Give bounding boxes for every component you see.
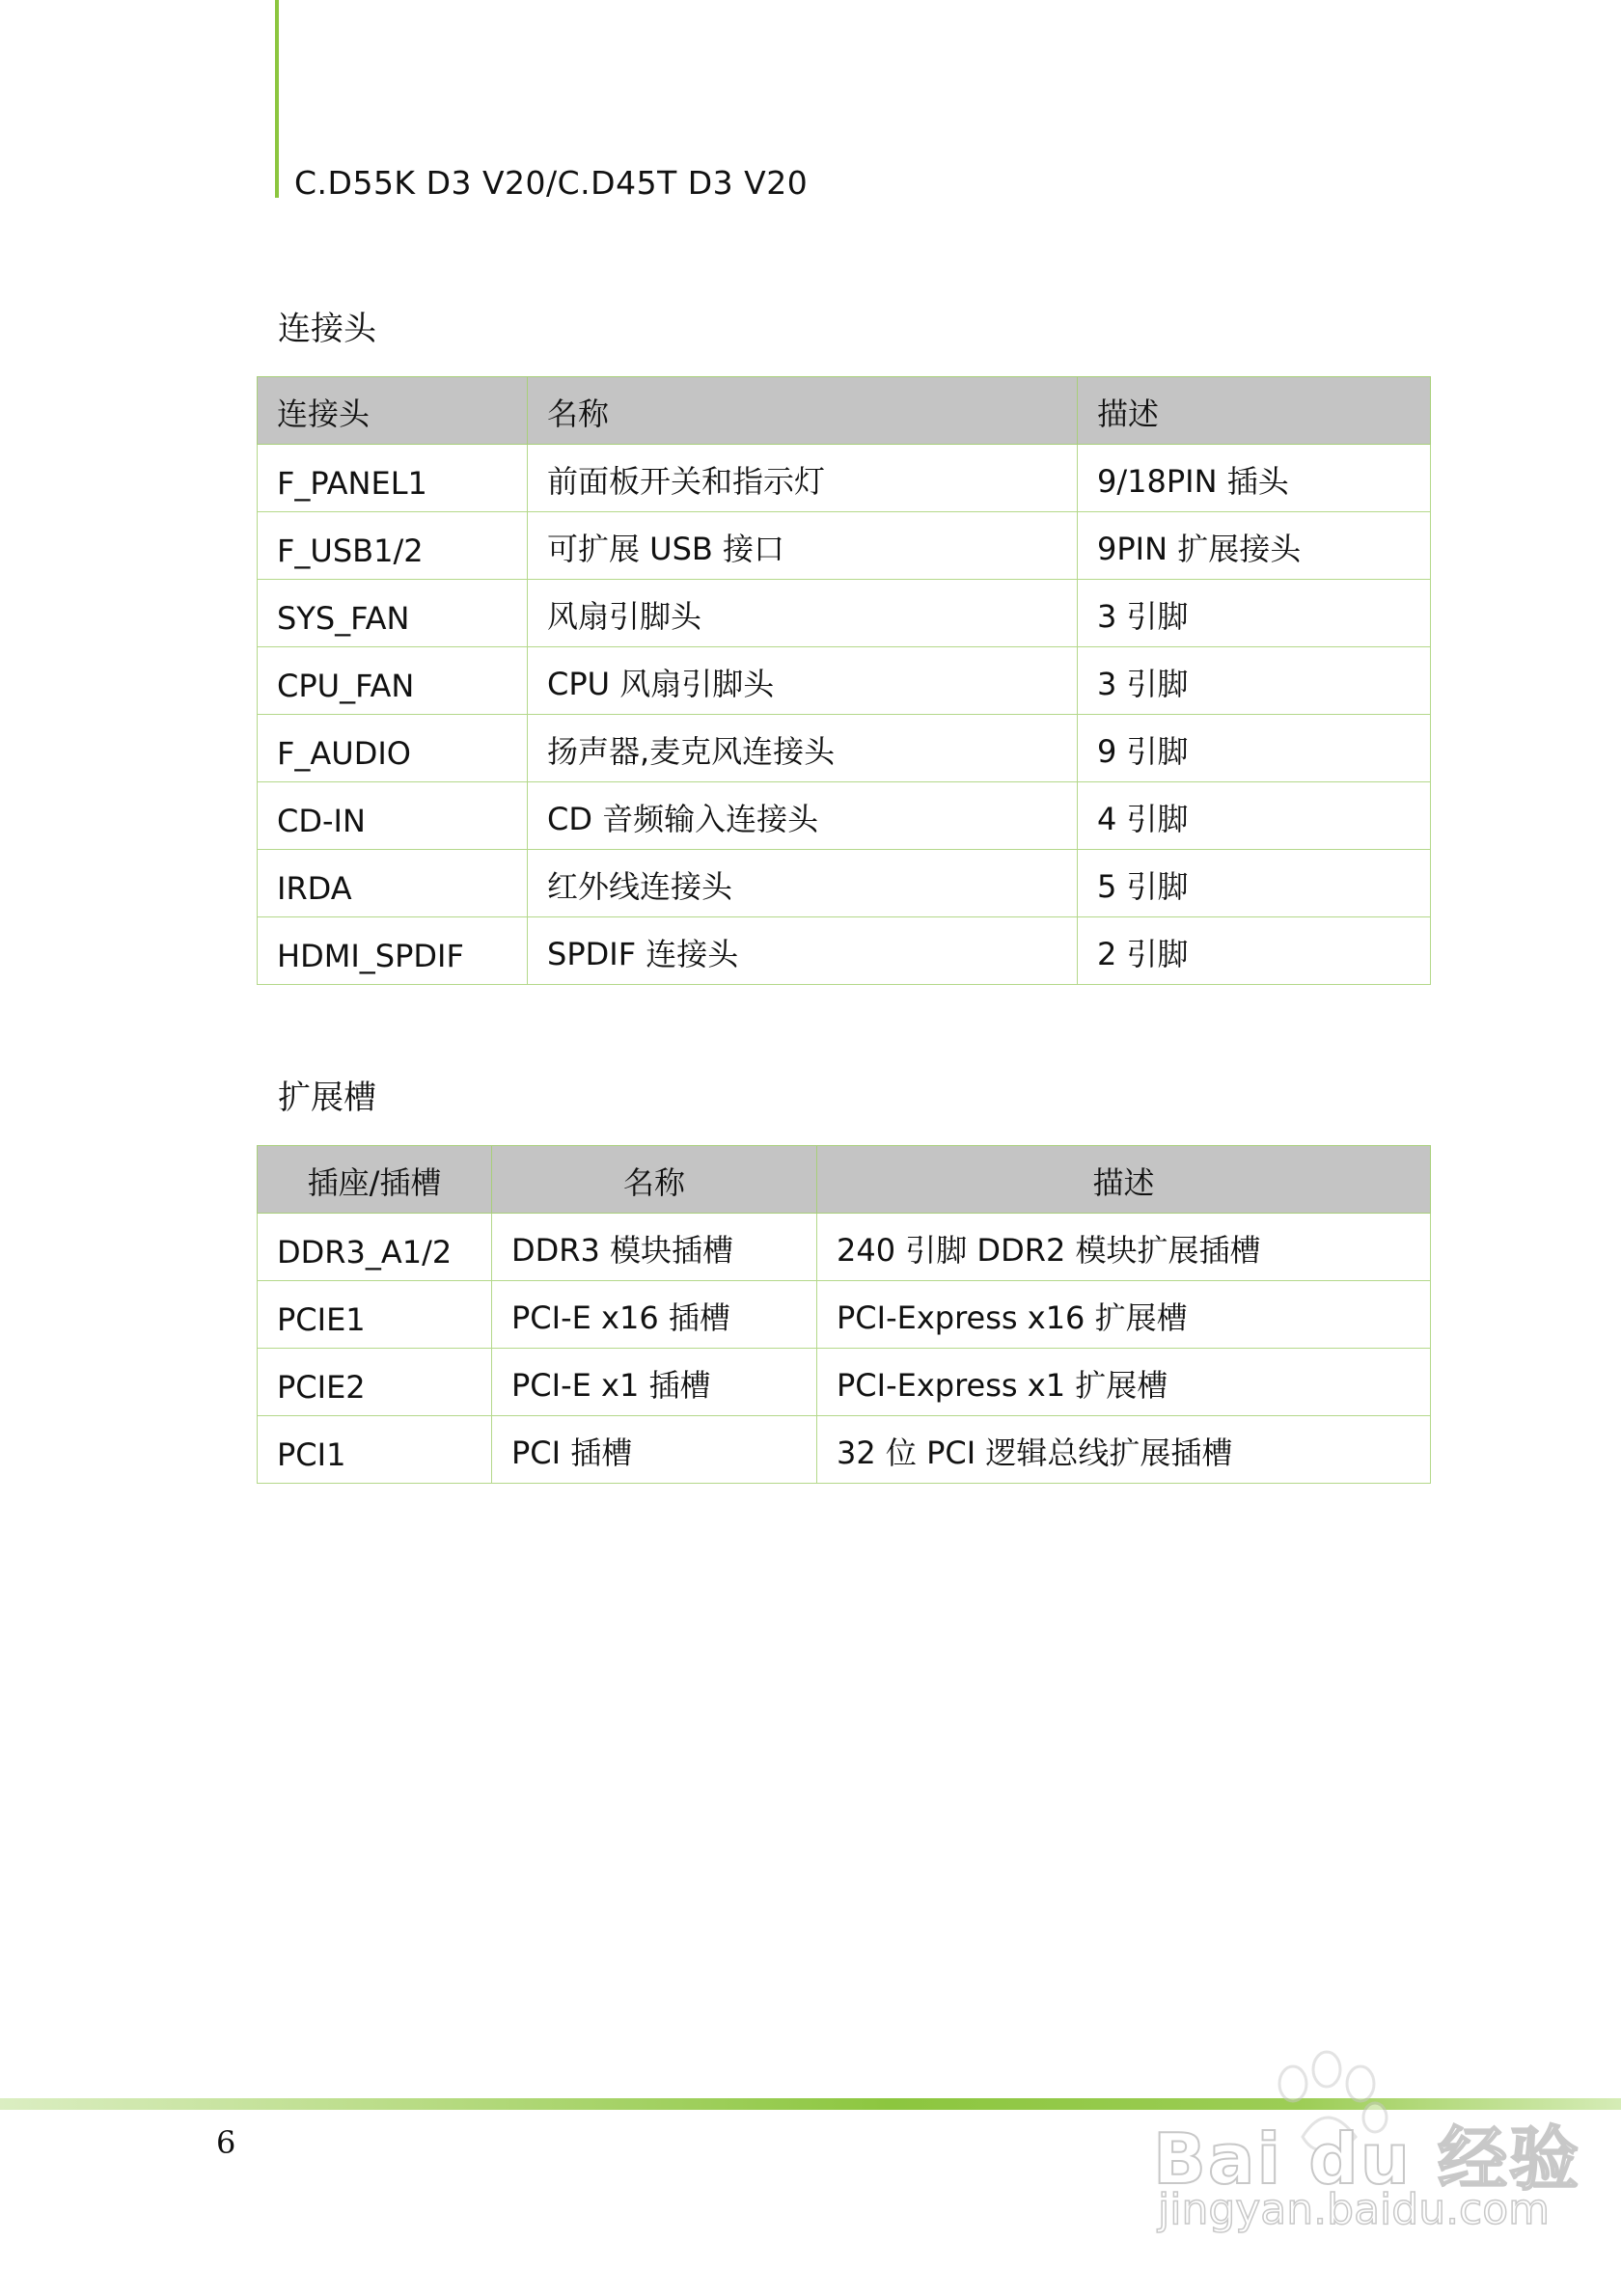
table-cell: PCI1 <box>258 1416 492 1484</box>
table-cell: 2 引脚 <box>1078 917 1431 985</box>
table-cell: 红外线连接头 <box>528 850 1078 917</box>
table-cell: F_AUDIO <box>258 715 528 782</box>
table-cell: PCI-E x1 插槽 <box>492 1349 817 1416</box>
watermark-logo: Bai du 经验 <box>1153 2118 1581 2200</box>
table-cell: IRDA <box>258 850 528 917</box>
slots-table-body <box>258 1214 1431 1484</box>
table-cell: SYS_FAN <box>258 580 528 647</box>
column-header: 插座/插槽 <box>258 1146 492 1214</box>
table-cell: 4 引脚 <box>1078 782 1431 850</box>
table-row <box>258 1349 1431 1416</box>
table-row <box>258 647 1431 715</box>
table-cell: DDR3 模块插槽 <box>492 1214 817 1281</box>
table-cell: PCI 插槽 <box>492 1416 817 1484</box>
table-cell: 前面板开关和指示灯 <box>528 445 1078 512</box>
table-cell: HDMI_SPDIF <box>258 917 528 985</box>
table-row <box>258 917 1431 985</box>
table-cell: 风扇引脚头 <box>528 580 1078 647</box>
table-cell: CPU 风扇引脚头 <box>528 647 1078 715</box>
table-row <box>258 445 1431 512</box>
table-header-row <box>258 377 1431 445</box>
table-cell: 9 引脚 <box>1078 715 1431 782</box>
table-cell: DDR3_A1/2 <box>258 1214 492 1281</box>
table-cell: 9/18PIN 插头 <box>1078 445 1431 512</box>
table-row <box>258 580 1431 647</box>
table-cell: F_PANEL1 <box>258 445 528 512</box>
watermark-url: jingyan.baidu.com <box>1158 2185 1551 2234</box>
column-header: 名称 <box>528 377 1078 445</box>
page-number: 6 <box>216 2124 236 2161</box>
header-accent-bar <box>275 0 279 198</box>
table-cell: 32 位 PCI 逻辑总线扩展插槽 <box>817 1416 1431 1484</box>
table-row <box>258 512 1431 580</box>
table-cell: PCI-E x16 插槽 <box>492 1281 817 1349</box>
table-cell: 5 引脚 <box>1078 850 1431 917</box>
section-title-connectors: 连接头 <box>278 310 376 348</box>
table-row <box>258 1281 1431 1349</box>
connectors-table-body <box>258 445 1431 985</box>
table-cell: SPDIF 连接头 <box>528 917 1078 985</box>
table-cell: 可扩展 USB 接口 <box>528 512 1078 580</box>
table-row <box>258 782 1431 850</box>
table-row <box>258 715 1431 782</box>
table-cell: 240 引脚 DDR2 模块扩展插槽 <box>817 1214 1431 1281</box>
table-cell: PCIE1 <box>258 1281 492 1349</box>
section-title-slots: 扩展槽 <box>278 1079 376 1117</box>
connectors-table <box>257 376 1431 985</box>
table-cell: CPU_FAN <box>258 647 528 715</box>
table-header-row <box>258 1146 1431 1214</box>
column-header: 描述 <box>817 1146 1431 1214</box>
table-cell: CD-IN <box>258 782 528 850</box>
column-header: 描述 <box>1078 377 1431 445</box>
table-cell: PCIE2 <box>258 1349 492 1416</box>
slots-table <box>257 1145 1431 1484</box>
table-cell: PCI-Express x1 扩展槽 <box>817 1349 1431 1416</box>
column-header: 名称 <box>492 1146 817 1214</box>
column-header: 连接头 <box>258 377 528 445</box>
table-cell: F_USB1/2 <box>258 512 528 580</box>
table-cell: 扬声器,麦克风连接头 <box>528 715 1078 782</box>
table-cell: 3 引脚 <box>1078 580 1431 647</box>
table-cell: PCI-Express x16 扩展槽 <box>817 1281 1431 1349</box>
table-cell: 3 引脚 <box>1078 647 1431 715</box>
table-cell: 9PIN 扩展接头 <box>1078 512 1431 580</box>
model-name: C.D55K D3 V20/C.D45T D3 V20 <box>294 164 809 202</box>
table-row <box>258 1214 1431 1281</box>
table-row <box>258 850 1431 917</box>
table-cell: CD 音频输入连接头 <box>528 782 1078 850</box>
table-row <box>258 1416 1431 1484</box>
